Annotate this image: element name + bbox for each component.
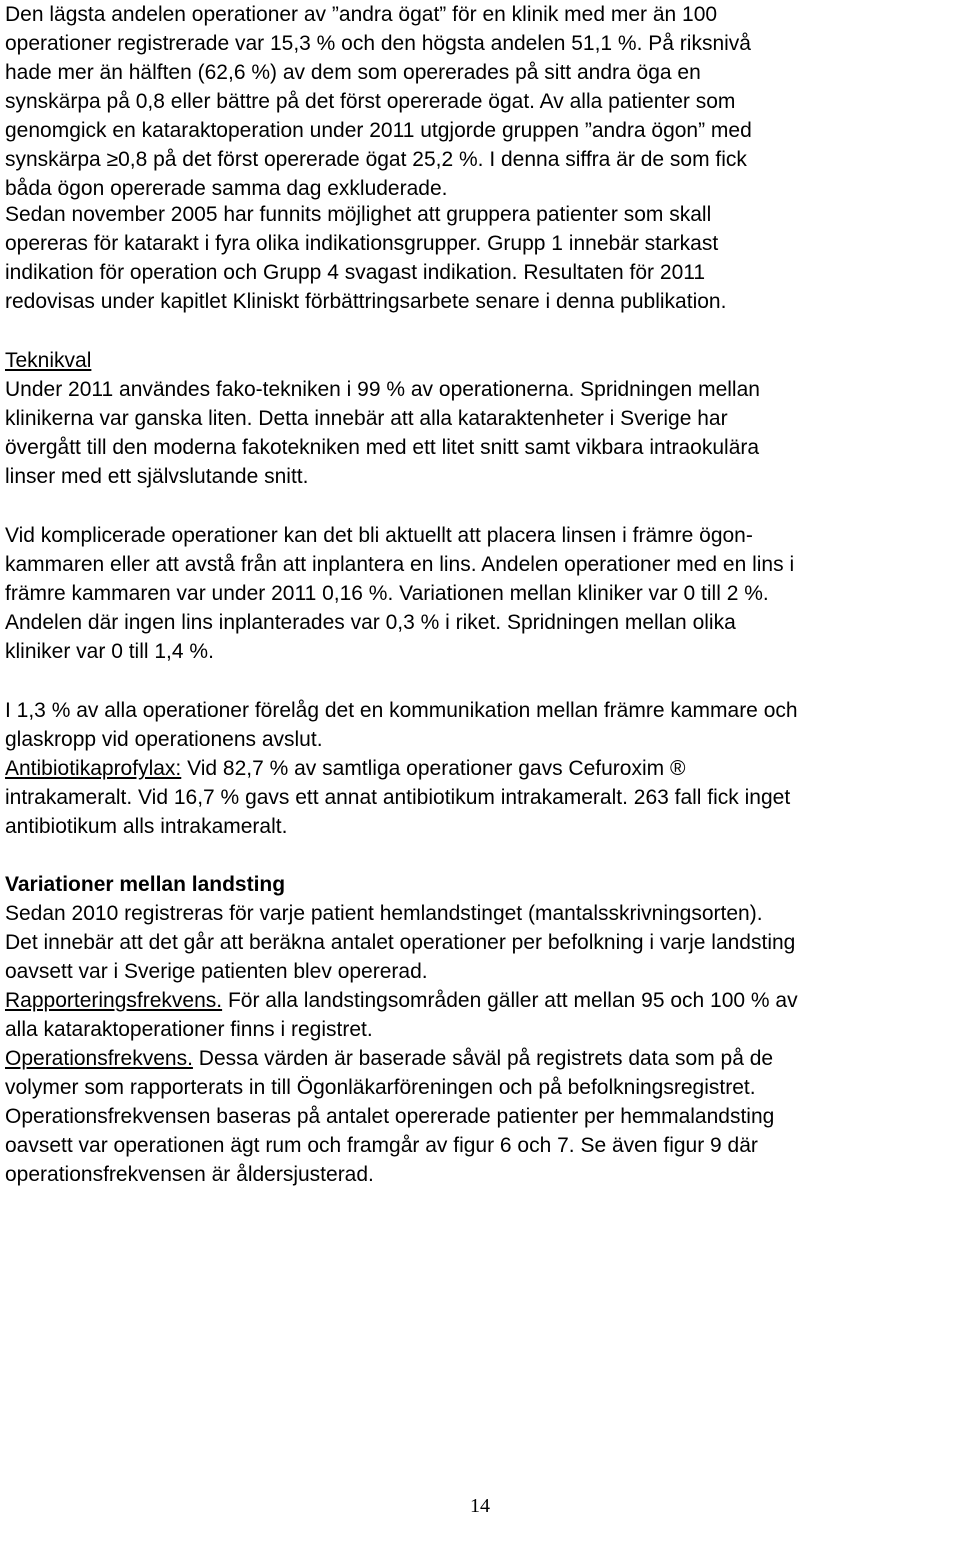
text-line: oavsett var i Sverige patienten blev opererad. — [5, 960, 428, 983]
text-line: indikation för operation och Grupp 4 svagast indikation. Resultaten för 2011 — [5, 261, 706, 284]
antibiotika-label: Antibiotikaprofylax: — [5, 757, 182, 780]
paragraph-groups — [5, 200, 726, 316]
text-line: Andelen där ingen lins inplanterades var 0,3 % i riket. Spridningen mellan olika — [5, 611, 736, 634]
text-line: Under 2011 användes fako-tekniken i 99 % av operationerna. Spridningen mellan — [5, 378, 760, 401]
text-line: oavsett var operationen ägt rum och framgår av figur 6 och 7. Se även figur 9 där — [5, 1134, 758, 1157]
text-line: synskärpa på 0,8 eller bättre på det först opererade ögat. Av alla patienter som — [5, 90, 736, 113]
text-line: Vid komplicerade operationer kan det bli aktuellt att placera linsen i främre ögon- — [5, 524, 753, 547]
text-line — [5, 754, 798, 783]
text-line: hade mer än hälften (62,6 %) av dem som opererades på sitt andra öga en — [5, 61, 701, 84]
section-heading-landsting: Variationer mellan landsting — [5, 873, 286, 896]
text-line: opereras för katarakt i fyra olika indikationsgrupper. Grupp 1 innebär starkast — [5, 232, 719, 255]
paragraph-communication — [5, 696, 798, 841]
text-line: Sedan november 2005 har funnits möjlighet att gruppera patienter som skall — [5, 203, 712, 226]
text-line: redovisas under kapitlet Kliniskt förbättringsarbete senare i denna publikation. — [5, 290, 727, 313]
text-line: operationer registrerade var 15,3 % och den högsta andelen 51,1 %. På riksnivå — [5, 32, 751, 55]
text-line: övergått till den moderna fakotekniken med ett litet snitt samt vikbara intraokulära — [5, 436, 760, 459]
text-line — [5, 986, 798, 1015]
operationsfrekvens-label: Operationsfrekvens. — [5, 1047, 193, 1070]
text-line: volymer som rapporterats in till Ögonläkarföreningen och på befolkningsregistret. — [5, 1076, 756, 1099]
text-line: kammaren eller att avstå från att inplantera en lins. Andelen operationer med en lins i — [5, 553, 795, 576]
paragraph-complicated — [5, 521, 794, 666]
text-line: antibiotikum alls intrakameralt. — [5, 815, 288, 838]
antibiotika-text: Vid 82,7 % av samtliga operationer gavs Cefuroxim ® — [181, 757, 686, 780]
text-line: glaskropp vid operationens avslut. — [5, 728, 323, 751]
text-line: I 1,3 % av alla operationer förelåg det en kommunikation mellan främre kammare och — [5, 699, 798, 722]
section-landsting — [5, 870, 798, 1189]
text-line: Sedan 2010 registreras för varje patient hemlandstinget (mantalsskrivningsorten). — [5, 902, 763, 925]
paragraph-intro — [5, 0, 752, 203]
operationsfrekvens-text: Dessa värden är baserade såväl på registrets data som på de — [192, 1047, 774, 1070]
rapport-label: Rapporteringsfrekvens. — [5, 989, 223, 1012]
page-number: 14 — [470, 1495, 490, 1517]
text-line: Operationsfrekvensen baseras på antalet opererade patienter per hemmalandsting — [5, 1105, 775, 1128]
text-line: intrakameralt. Vid 16,7 % gavs ett annat antibiotikum intrakameralt. 263 fall fick inget — [5, 786, 791, 809]
text-line: synskärpa ≥0,8 på det först opererade ögat 25,2 %. I denna siffra är de som fick — [5, 148, 747, 171]
text-line — [5, 1044, 798, 1073]
section-heading-teknikval: Teknikval — [5, 349, 92, 372]
text-line: Det innebär att det går att beräkna antalet operationer per befolkning i varje landsting — [5, 931, 796, 954]
text-line: Den lägsta andelen operationer av ”andra ögat” för en klinik med mer än 100 — [5, 3, 718, 26]
section-teknikval — [5, 346, 760, 491]
text-line: båda ögon opererade samma dag exkluderade. — [5, 177, 448, 200]
text-line: genomgick en kataraktoperation under 2011 utgjorde gruppen ”andra ögon” med — [5, 119, 752, 142]
text-line: operationsfrekvensen är åldersjusterad. — [5, 1163, 374, 1186]
text-line: alla kataraktoperationer finns i registret. — [5, 1018, 373, 1041]
text-line: främre kammaren var under 2011 0,16 %. Variationen mellan kliniker var 0 till 2 %. — [5, 582, 769, 605]
rapport-text: För alla landstingsområden gäller att mellan 95 och 100 % av — [222, 989, 798, 1012]
text-line: klinikerna var ganska liten. Detta innebär att alla kataraktenheter i Sverige har — [5, 407, 728, 430]
text-line: kliniker var 0 till 1,4 %. — [5, 640, 214, 663]
text-line: linser med ett självslutande snitt. — [5, 465, 309, 488]
